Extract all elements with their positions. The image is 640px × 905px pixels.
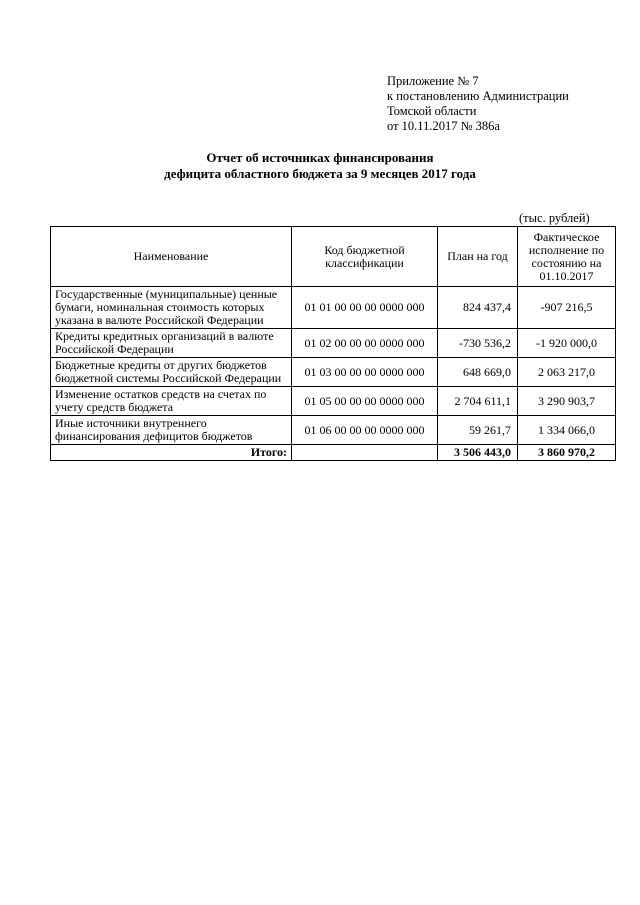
table-header-row	[51, 227, 616, 287]
table-row	[51, 416, 616, 445]
row-name: Кредиты кредитных организаций в валюте Российской Федерации	[51, 329, 292, 358]
appendix-line: от 10.11.2017 № 386а	[387, 119, 500, 133]
header-fact: Фактическое исполнение по состоянию на 01.10.2017	[518, 227, 616, 287]
report-title	[0, 150, 640, 182]
header-plan: План на год	[438, 227, 518, 287]
appendix-line: к постановлению Администрации	[387, 89, 569, 103]
title-line: дефицита областного бюджета за 9 месяцев 2017 года	[164, 166, 476, 181]
units-label: (тыс. рублей)	[519, 211, 590, 225]
row-name: Иные источники внутреннего финансирования дефицитов бюджетов	[51, 416, 292, 445]
row-code: 01 03 00 00 00 0000 000	[292, 358, 438, 387]
header-name: Наименование	[51, 227, 292, 287]
row-fact: 2 063 217,0	[518, 358, 616, 387]
total-row	[51, 445, 616, 461]
row-code: 01 06 00 00 00 0000 000	[292, 416, 438, 445]
row-name: Государственные (муниципальные) ценные бумаги, номинальная стоимость которых указана в валюте Российской Федерации	[51, 287, 292, 329]
row-code: 01 05 00 00 00 0000 000	[292, 387, 438, 416]
header-code: Код бюджетной классификации	[292, 227, 438, 287]
total-plan: 3 506 443,0	[438, 445, 518, 461]
table-row	[51, 358, 616, 387]
row-plan: -730 536,2	[438, 329, 518, 358]
row-code: 01 02 00 00 00 0000 000	[292, 329, 438, 358]
row-plan: 2 704 611,1	[438, 387, 518, 416]
title-line: Отчет об источниках финансирования	[206, 150, 434, 165]
financing-table	[50, 226, 616, 461]
row-name: Изменение остатков средств на счетах по учету средств бюджета	[51, 387, 292, 416]
row-plan: 648 669,0	[438, 358, 518, 387]
total-label: Итого:	[51, 445, 292, 461]
appendix-block	[387, 74, 569, 134]
total-fact: 3 860 970,2	[518, 445, 616, 461]
row-fact: -907 216,5	[518, 287, 616, 329]
table-row	[51, 387, 616, 416]
row-fact: 3 290 903,7	[518, 387, 616, 416]
row-plan: 59 261,7	[438, 416, 518, 445]
appendix-line: Томской области	[387, 104, 477, 118]
row-code: 01 01 00 00 00 0000 000	[292, 287, 438, 329]
table-row	[51, 287, 616, 329]
row-name: Бюджетные кредиты от других бюджетов бюджетной системы Российской Федерации	[51, 358, 292, 387]
row-plan: 824 437,4	[438, 287, 518, 329]
total-code-empty	[292, 445, 438, 461]
row-fact: -1 920 000,0	[518, 329, 616, 358]
row-fact: 1 334 066,0	[518, 416, 616, 445]
appendix-line: Приложение № 7	[387, 74, 479, 88]
table-row	[51, 329, 616, 358]
